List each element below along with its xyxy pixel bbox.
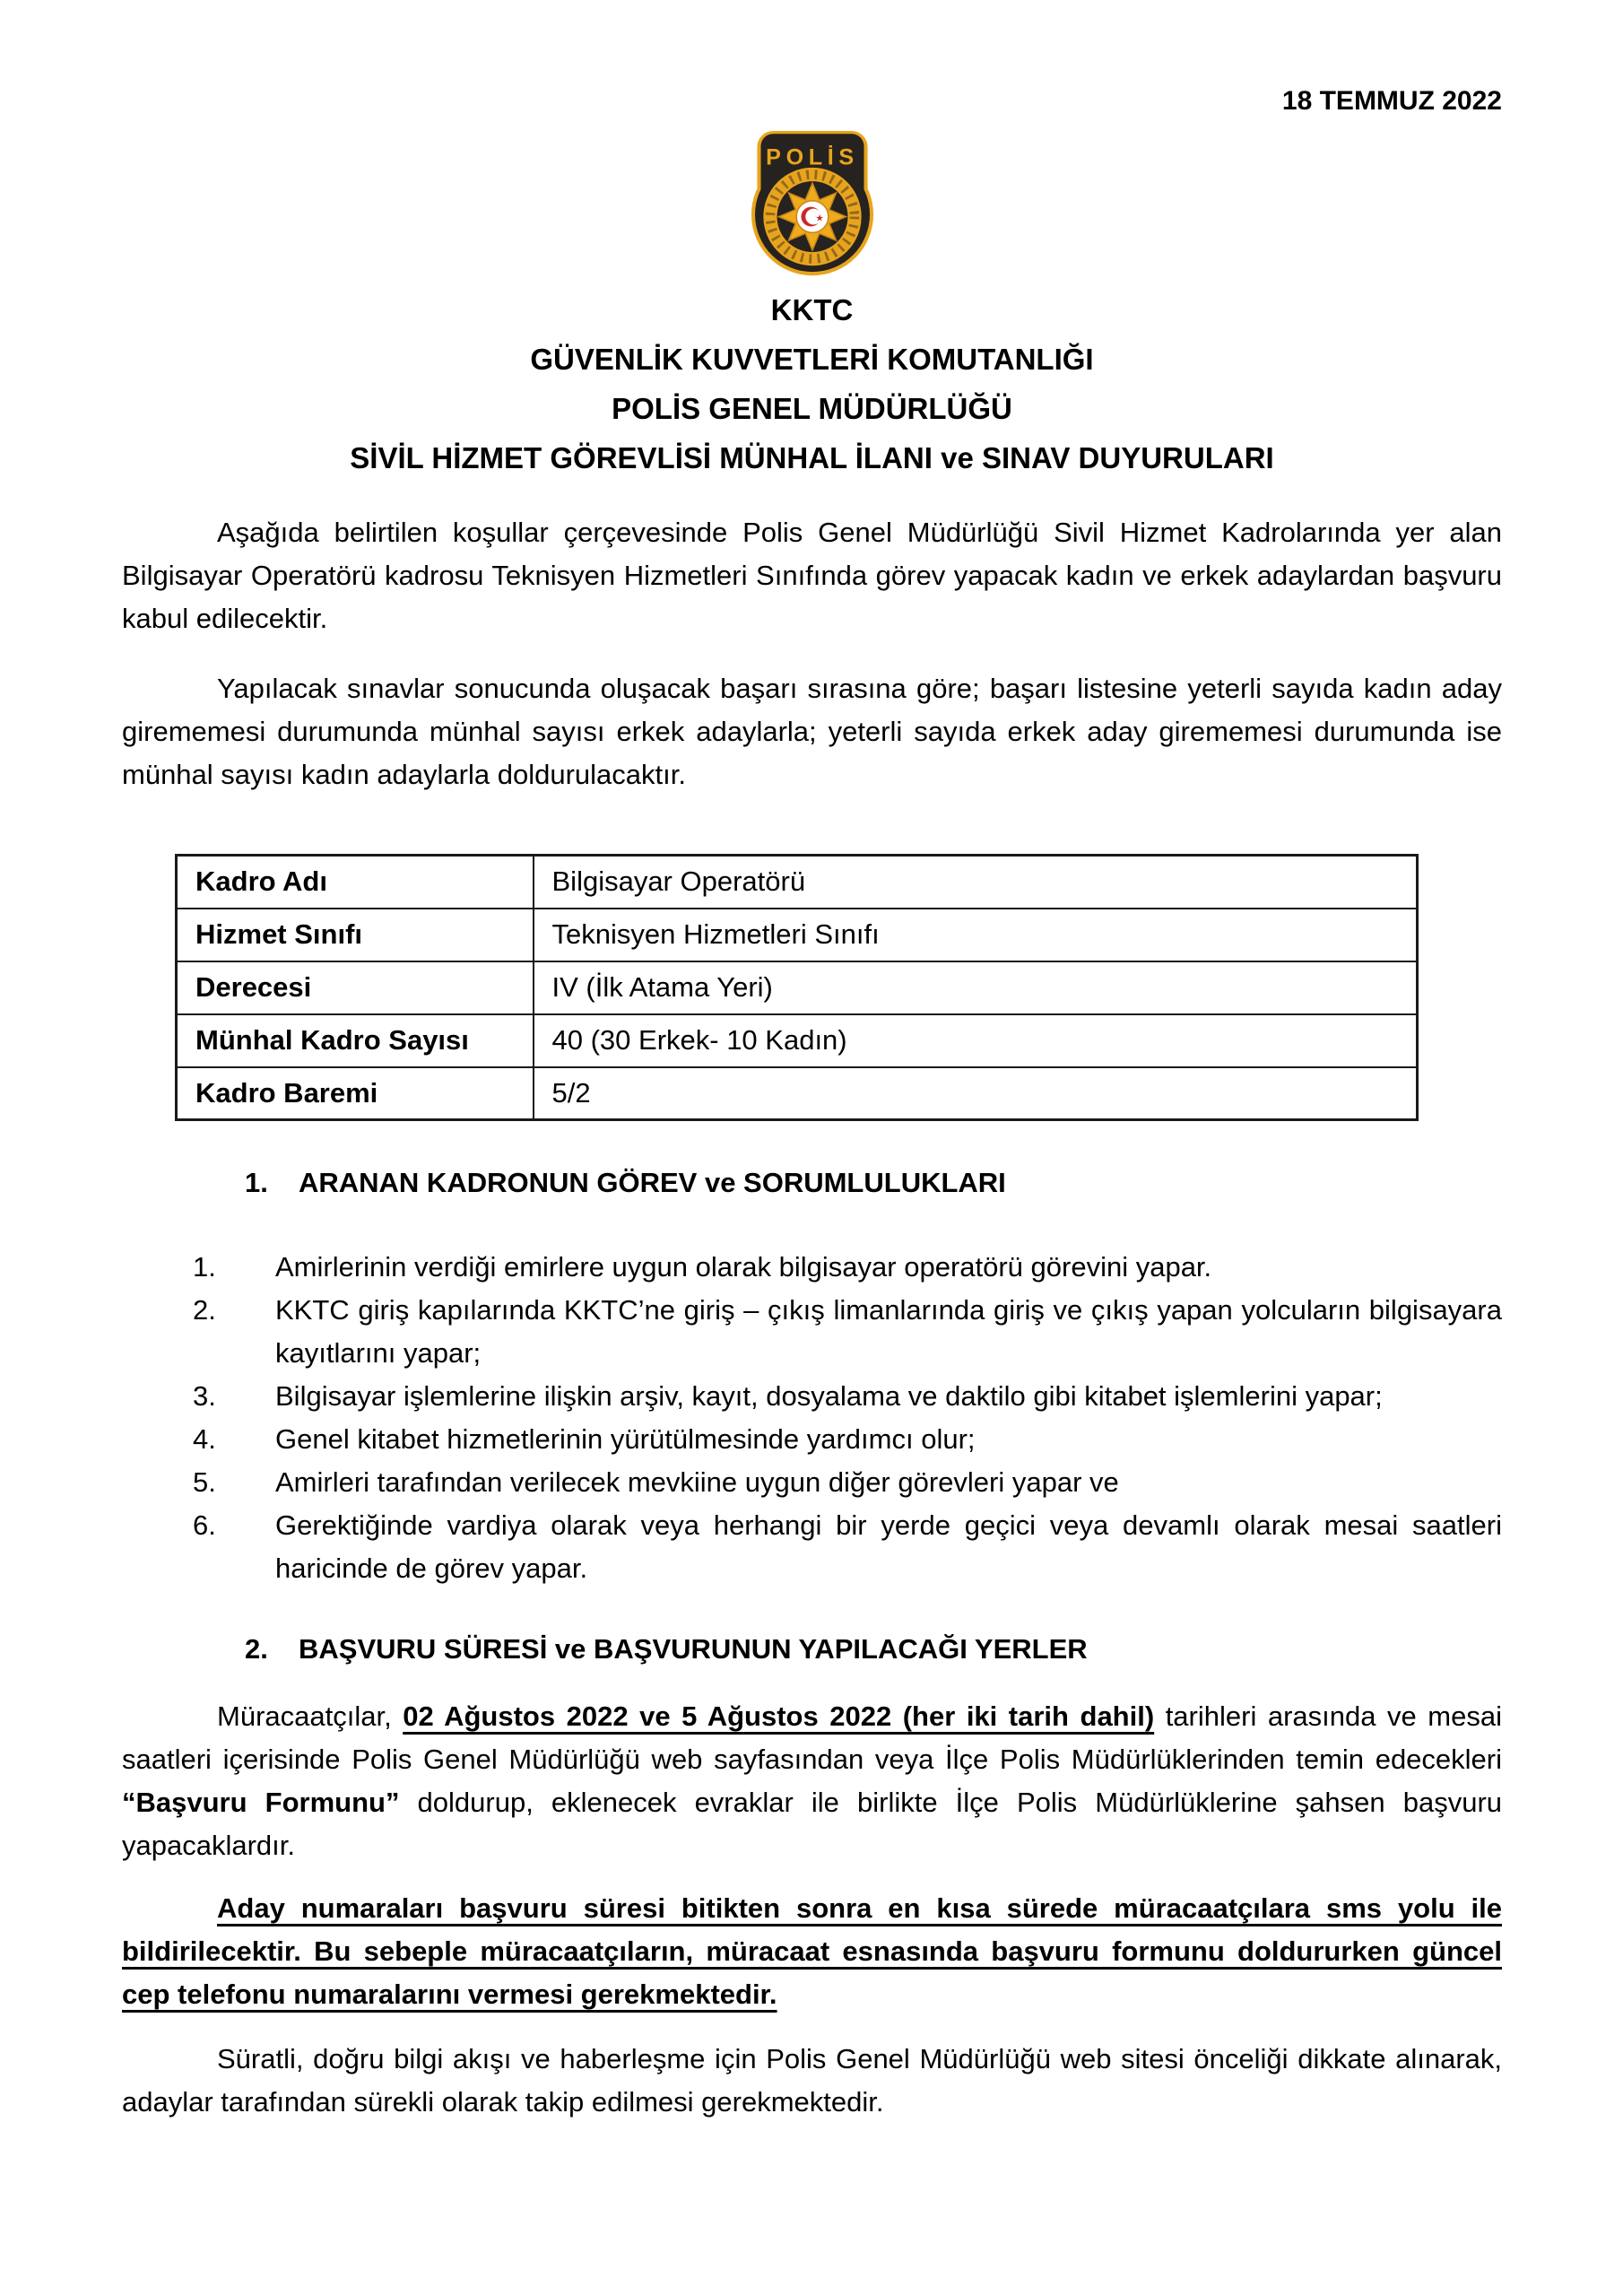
table-label: Kadro Adı: [177, 856, 534, 909]
website-follow-paragraph: Süratli, doğru bilgi akışı ve haberleşme için Polis Genel Müdürlüğü web sitesi önceliği dikkate alınarak, adaylar tarafından sürekli olarak takip edilmesi gerekmektedir.: [122, 2043, 1502, 2118]
badge-crescent-star-icon: ★: [814, 213, 824, 224]
list-item-text: Amirleri tarafından verilecek mevkiine uygun diğer görevleri yapar ve: [275, 1466, 1119, 1498]
list-item: [122, 1289, 1502, 1375]
table-value: Bilgisayar Operatörü: [534, 856, 1418, 909]
list-item: [122, 1461, 1502, 1504]
table-label: Derecesi: [177, 961, 534, 1014]
list-item-text: Amirlerinin verdiği emirlere uygun olarak bilgisayar operatörü görevini yapar.: [275, 1251, 1212, 1283]
section-1-heading: [122, 1161, 1502, 1205]
section-1-title: ARANAN KADRONUN GÖREV ve SORUMLULUKLARI: [299, 1167, 1006, 1198]
police-badge-logo: [122, 131, 1502, 276]
section-2-title: BAŞVURU SÜRESİ ve BAŞVURUNUN YAPILACAĞI YERLER: [299, 1633, 1088, 1665]
title-line-command: GÜVENLİK KUVVETLERİ KOMUTANLIĞI: [530, 343, 1094, 376]
position-info-table: [175, 854, 1419, 1121]
document-title-block: [122, 285, 1502, 483]
table-row: [177, 1067, 1418, 1120]
table-label: Hizmet Sınıfı: [177, 909, 534, 961]
list-item: [122, 1246, 1502, 1289]
list-item-text: Gerektiğinde vardiya olarak veya herhangi bir yerde geçici veya devamlı olarak mesai saatleri haricinde de görev yapar.: [275, 1509, 1502, 1584]
list-item-number: 1.: [193, 1251, 216, 1283]
police-badge-icon: [747, 131, 878, 276]
list-item-number: 6.: [193, 1509, 216, 1541]
table-row: [177, 961, 1418, 1014]
title-line-kktc: KKTC: [770, 293, 854, 326]
list-item-number: 4.: [193, 1423, 216, 1455]
badge-polis-label: POLİS: [765, 144, 859, 170]
title-line-directorate: POLİS GENEL MÜDÜRLÜĞÜ: [612, 392, 1012, 425]
table-label: Kadro Baremi: [177, 1067, 534, 1120]
section-1-number: 1.: [245, 1167, 268, 1198]
list-item-number: 2.: [193, 1294, 216, 1326]
table-label: Münhal Kadro Sayısı: [177, 1014, 534, 1067]
table-row: [177, 856, 1418, 909]
section-2-number: 2.: [245, 1633, 268, 1665]
list-item-text: Bilgisayar işlemlerine ilişkin arşiv, kayıt, dosyalama ve daktilo gibi kitabet işlemlerini yapar;: [275, 1380, 1383, 1412]
intro-paragraph-2: Yapılacak sınavlar sonucunda oluşacak başarı sırasına göre; başarı listesine yeterli sayıda kadın aday girememesi durumunda münhal sayısı erkek adaylarla; yeterli sayıda erkek aday girememesi durumunda ise münhal sayısı kadın adaylarla doldurulacaktır.: [122, 673, 1502, 790]
title-line-announcement: SİVİL HİZMET GÖREVLİSİ MÜNHAL İLANI ve SINAV DUYURULARI: [350, 441, 1274, 474]
list-item-text: Genel kitabet hizmetlerinin yürütülmesinde yardımcı olur;: [275, 1423, 976, 1455]
list-item-number: 5.: [193, 1466, 216, 1498]
sms-notice-paragraph: Aday numaraları başvuru süresi bitikten sonra en kısa sürede müracaatçılara sms yolu ile bildirilecektir. Bu sebeple müracaatçıların, müracaat esnasında başvuru formunu doldururken güncel cep telefonu numaralarını vermesi gerekmektedir.: [122, 1892, 1502, 2010]
table-value: 40 (30 Erkek- 10 Kadın): [534, 1014, 1418, 1067]
table-row: [177, 909, 1418, 961]
list-item: [122, 1504, 1502, 1590]
list-item-text: KKTC giriş kapılarında KKTC’ne giriş – çıkış limanlarında giriş ve çıkış yapan yolcuların bilgisayara kayıtlarını yapar;: [275, 1294, 1502, 1369]
list-item: [122, 1375, 1502, 1418]
application-period-paragraph: Müracaatçılar, 02 Ağustos 2022 ve 5 Ağustos 2022 (her iki tarih dahil) tarihleri arasında ve mesai saatleri içerisinde Polis Genel Müdürlüğü web sayfasından veya İlçe Polis Müdürlüklerinden temin edecekleri “Başvuru Formunu” doldurup, eklenecek evraklar ile birlikte İlçe Polis Müdürlüklerine şahsen başvuru yapacaklardır.: [122, 1700, 1503, 1861]
table-value: Teknisyen Hizmetleri Sınıfı: [534, 909, 1418, 961]
list-item: [122, 1418, 1502, 1461]
table-row: [177, 1014, 1418, 1067]
intro-paragraph-1: Aşağıda belirtilen koşullar çerçevesinde Polis Genel Müdürlüğü Sivil Hizmet Kadrolarında yer alan Bilgisayar Operatörü kadrosu Teknisyen Hizmetleri Sınıfında görev yapacak kadın ve erkek adaylardan başvuru kabul edilecektir.: [122, 517, 1502, 634]
table-value: IV (İlk Atama Yeri): [534, 961, 1418, 1014]
section-2-heading: [122, 1628, 1502, 1671]
duties-list: [122, 1246, 1502, 1590]
list-item-number: 3.: [193, 1380, 216, 1412]
table-value: 5/2: [534, 1067, 1418, 1120]
document-date: 18 TEMMUZ 2022: [1281, 86, 1502, 116]
